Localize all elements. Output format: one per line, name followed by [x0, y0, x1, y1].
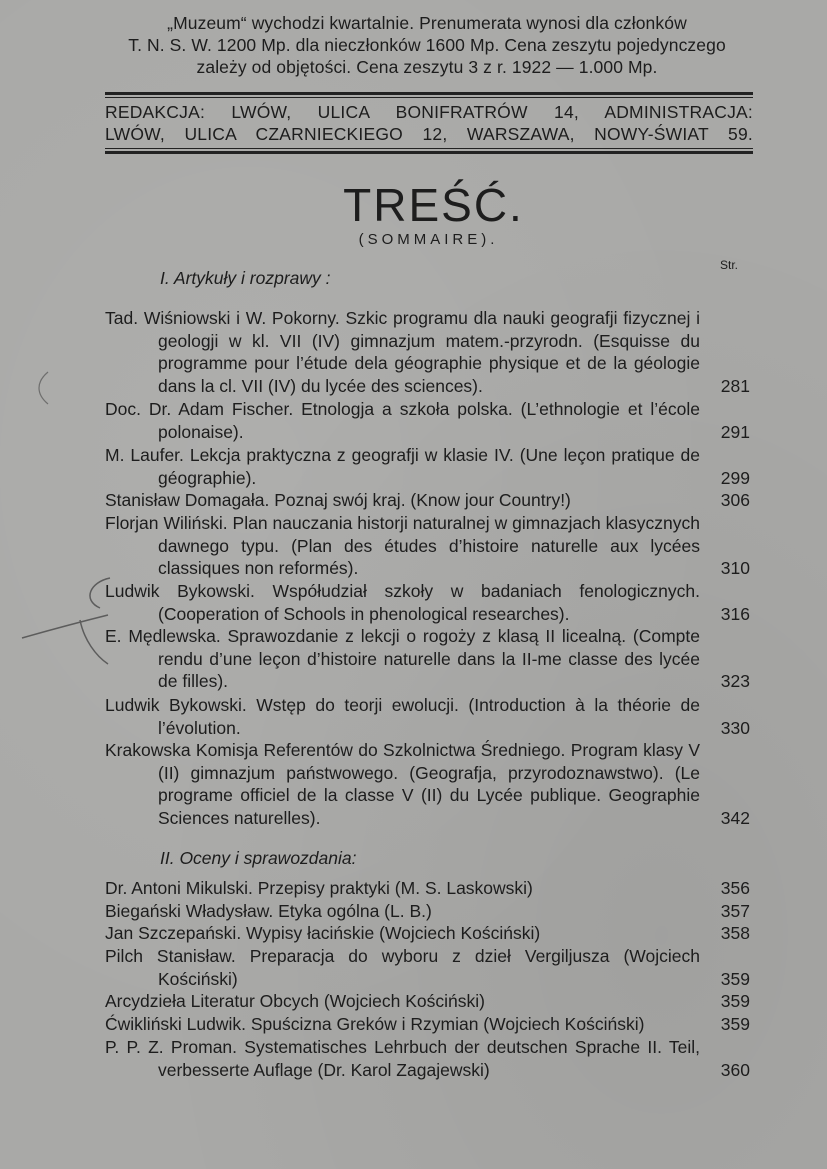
notice-line-1: „Muzeum“ wychodzi kwartalnie. Prenumerata wynosi dla członków	[167, 13, 687, 33]
section-heading: II. Oceny i sprawozdania:	[160, 848, 357, 868]
entry-text: Pilch Stanisław. Preparacja do wyboru z dzieł Vergiljusza (Wojciech Kościński)	[105, 946, 700, 989]
entry-text: Stanisław Domagała. Poznaj swój kraj. (Know jour Country!)	[105, 490, 571, 510]
toc-entry	[105, 922, 750, 945]
toc-entry	[105, 900, 750, 923]
toc-entry	[105, 1013, 750, 1036]
entry-page: 323	[720, 671, 750, 692]
entry-page: 357	[720, 901, 750, 921]
toc-entry	[105, 444, 750, 489]
page-column-label: Str.	[720, 258, 739, 272]
toc-entry	[105, 990, 750, 1013]
toc-entry	[105, 307, 750, 397]
toc-entry	[105, 489, 750, 512]
entry-page: 342	[720, 807, 750, 828]
toc-entry	[105, 625, 750, 693]
bottom-rule-thick	[105, 151, 753, 154]
toc-entry	[105, 739, 750, 829]
address-line-2: LWÓW, ULICA CZARNIECKIEGO 12, WARSZAWA, NOWY-ŚWIAT 59.	[105, 124, 753, 144]
entry-text: Biegański Władysław. Etyka ogólna (L. B.)	[105, 901, 432, 921]
entry-page: 356	[720, 878, 750, 898]
entry-page: 291	[720, 421, 750, 442]
entry-page: 299	[720, 467, 750, 488]
entry-page: 359	[720, 968, 750, 989]
subscription-notice	[92, 12, 762, 78]
entry-text: Dr. Antoni Mikulski. Przepisy praktyki (M. S. Laskowski)	[105, 878, 533, 898]
entry-page: 310	[720, 558, 750, 579]
entry-page: 360	[720, 1059, 750, 1080]
editorial-address	[105, 101, 753, 145]
toc-entry	[105, 512, 750, 580]
entry-text: M. Laufer. Lekcja praktyczna z geografji w klasie IV. (Une leçon pratique de géographie).	[105, 445, 700, 488]
section-heading: I. Artykuły i rozprawy :	[160, 268, 331, 288]
entry-page: 330	[720, 717, 750, 738]
pencil-bracket-mark	[28, 368, 58, 408]
entry-text: Arcydzieła Literatur Obcych (Wojciech Kościński)	[105, 991, 485, 1011]
entry-text: Krakowska Komisja Referentów do Szkolnictwa Średniego. Program klasy V (II) gimnazjum państwowego. (Geografja, przyrodoznawstwo). (Le programe officiel de la classe V (II) du Lycée publique. Geographie Sciences naturelles).	[105, 740, 700, 828]
entry-text: Jan Szczepański. Wypisy łacińskie (Wojciech Kościński)	[105, 923, 541, 943]
bottom-rule	[105, 148, 753, 149]
page-subtitle: (SOMMAIRE).	[358, 231, 499, 248]
entry-page: 306	[720, 490, 750, 510]
entry-page: 359	[720, 991, 750, 1011]
entry-text: Tad. Wiśniowski i W. Pokorny. Szkic programu dla nauki geografji fizycznej i geologji w kl. VII (IV) gimnazjum matem.-przyrodn. (Esquisse du programme pour l’étude dela géographie physique et de la géologie dans la cl. VII (IV) du lycée des sciences).	[105, 308, 700, 396]
address-line-1: REDAKCJA: LWÓW, ULICA BONIFRATRÓW 14, ADMINISTRACJA:	[105, 102, 753, 122]
entry-page: 281	[720, 375, 750, 396]
toc-entry	[105, 694, 750, 739]
entry-text: Florjan Wiliński. Plan nauczania historji naturalnej w gimnazjach klasycznych dawnego typu. (Plan des études d’histoire naturelle aux lycées classiques non reformés).	[105, 513, 700, 579]
entry-text: Ludwik Bykowski. Współudział szkoły w badaniach fenologicznych. (Cooperation of Schools in phenological researches).	[105, 581, 700, 624]
entry-text: Ludwik Bykowski. Wstęp do teorji ewolucji. (Introduction à la théorie de l’évolution.	[105, 695, 700, 738]
entry-page: 358	[720, 923, 750, 943]
entry-text: Doc. Dr. Adam Fischer. Etnologja a szkoła polska. (L’ethnologie et l’école polonaise).	[105, 399, 700, 442]
top-rule-thin	[105, 97, 753, 98]
entry-text: E. Mędlewska. Sprawozdanie z lekcji o rogoży z klasą II licealną. (Compte rendu d’une leçon d’histoire naturelle dans la II-me classe des lycée de filles).	[105, 626, 700, 692]
toc-entry	[105, 945, 750, 990]
top-rule	[105, 92, 753, 95]
entry-page: 359	[720, 1014, 750, 1034]
entry-text: Ćwikliński Ludwik. Spuścizna Greków i Rzymian (Wojciech Kościński)	[105, 1014, 645, 1034]
toc-entry	[105, 398, 750, 443]
toc-entry	[105, 877, 750, 900]
toc-entry	[105, 580, 750, 625]
notice-line-3: zależy od objętości. Cena zeszytu 3 z r. 1922 — 1.000 Mp.	[196, 57, 658, 77]
toc-entry	[105, 1036, 750, 1081]
entry-page: 316	[720, 603, 750, 624]
notice-line-2: T. N. S. W. 1200 Mp. dla nieczłonków 1600 Mp. Cena zeszytu pojedynczego	[128, 35, 726, 55]
page-title: TREŚĆ.	[343, 179, 524, 231]
entry-text: P. P. Z. Proman. Systematisches Lehrbuch der deutschen Sprache II. Teil, verbesserte Auflage (Dr. Karol Zagajewski)	[105, 1037, 700, 1080]
